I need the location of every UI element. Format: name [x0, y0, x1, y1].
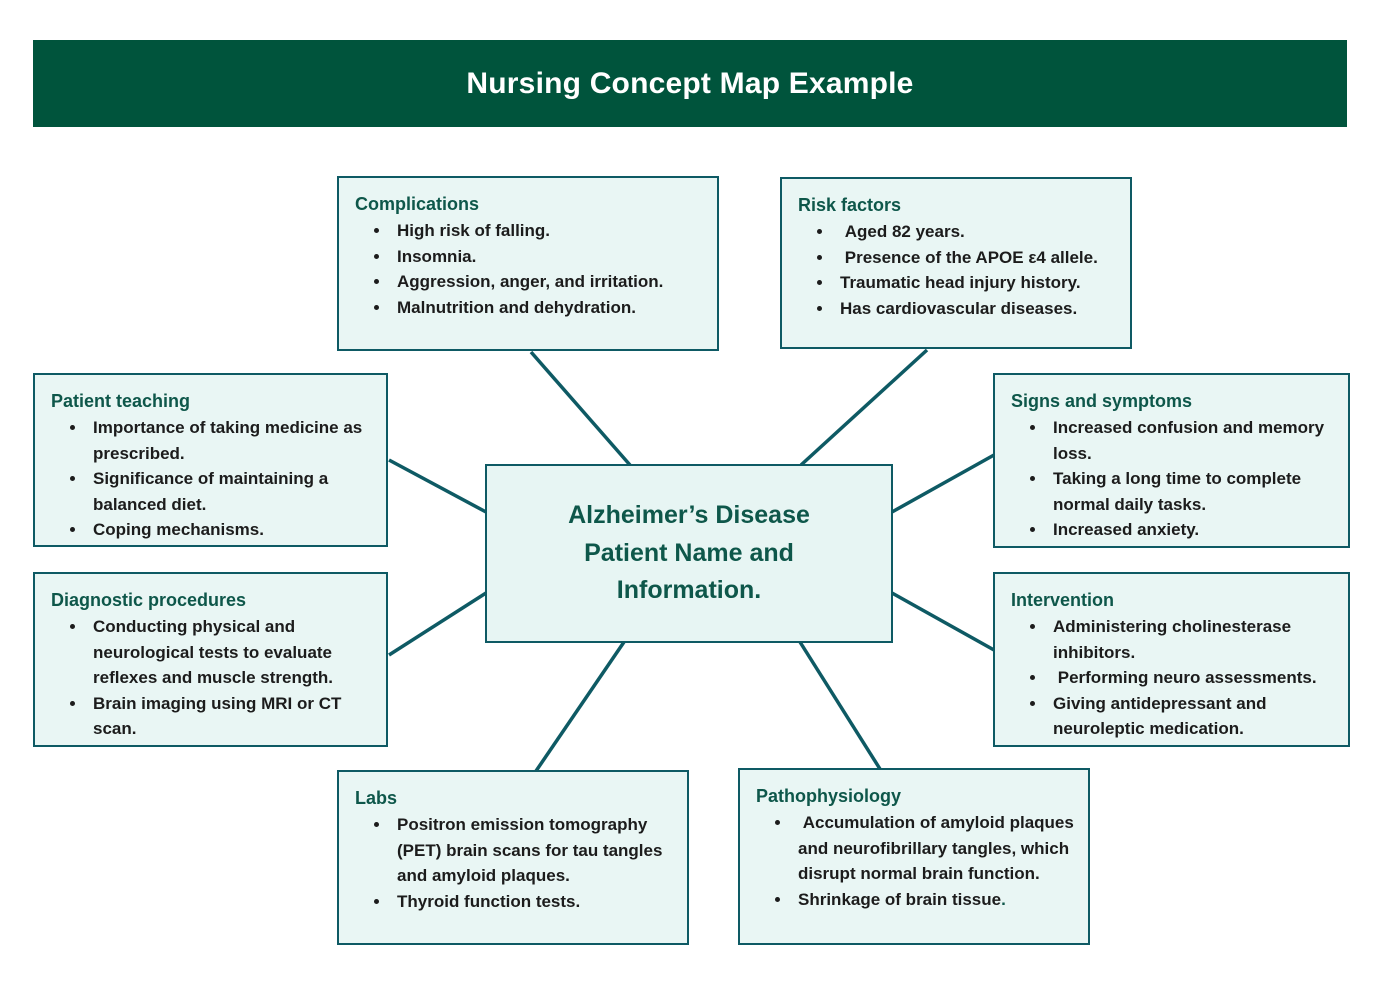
connector-intervention: [892, 593, 994, 650]
bullet-item: • Performing neuro assessments.: [1047, 665, 1334, 691]
connector-diagnostic-procedures: [389, 593, 486, 655]
connector-complications: [531, 352, 630, 465]
connector-labs: [536, 642, 624, 771]
intervention-bullets: [1011, 614, 1334, 742]
bullet-item: • Has cardiovascular diseases.: [834, 296, 1116, 322]
patient-teaching-box: [33, 373, 388, 547]
labs-box: [337, 770, 689, 945]
bullet-item: • Shrinkage of brain tissue.: [792, 887, 1074, 913]
bullet-item: • Brain imaging using MRI or CT scan.: [87, 691, 372, 742]
bullet-item: • Significance of maintaining a balanced diet.: [87, 466, 372, 517]
complications-bullets: [355, 218, 703, 320]
bullet-item: • Insomnia.: [391, 244, 703, 270]
bullet-item: • Importance of taking medicine as prescribed.: [87, 415, 372, 466]
intervention-box: [993, 572, 1350, 747]
bullet-item: • High risk of falling.: [391, 218, 703, 244]
patient-teaching-bullets: [51, 415, 372, 543]
signs-and-symptoms-title: Signs and symptoms: [1011, 391, 1193, 411]
bullet-item: • Positron emission tomography (PET) brain scans for tau tangles and amyloid plaques.: [391, 812, 673, 889]
bullet-item: • Increased confusion and memory loss.: [1047, 415, 1334, 466]
signs-and-symptoms-box: [993, 373, 1350, 548]
bullet-item: • Malnutrition and dehydration.: [391, 295, 703, 321]
bullet-item: • Conducting physical and neurological tests to evaluate reflexes and muscle strength.: [87, 614, 372, 691]
risk-factors-box: [780, 177, 1132, 349]
diagnostic-procedures-bullets: [51, 614, 372, 742]
connector-pathophysiology: [800, 642, 880, 769]
header-bar: [33, 40, 1347, 127]
page-title: Nursing Concept Map Example: [466, 66, 914, 100]
connector-patient-teaching: [389, 460, 486, 512]
patient-teaching-title: Patient teaching: [51, 391, 191, 411]
central-topic-text: Alzheimer’s Disease Patient Name and Information.: [568, 501, 810, 605]
bullet-item: • Presence of the APOE ε4 allele.: [834, 245, 1116, 271]
bullet-item: • Taking a long time to complete normal daily tasks.: [1047, 466, 1334, 517]
connector-signs-and-symptoms: [892, 455, 994, 512]
bullet-item: • Thyroid function tests.: [391, 889, 673, 915]
central-topic-box: [485, 464, 893, 643]
bullet-item: • Aggression, anger, and irritation.: [391, 269, 703, 295]
accent-period: .: [1001, 889, 1006, 909]
complications-title: Complications: [355, 194, 480, 214]
intervention-title: Intervention: [1011, 590, 1115, 610]
bullet-item: • Giving antidepressant and neuroleptic medication.: [1047, 691, 1334, 742]
diagnostic-procedures-title: Diagnostic procedures: [51, 590, 247, 610]
bullet-item: • Increased anxiety.: [1047, 517, 1334, 543]
bullet-item: • Accumulation of amyloid plaques and neurofibrillary tangles, which disrupt normal brain function.: [792, 810, 1074, 887]
labs-bullets: [355, 812, 673, 914]
labs-title: Labs: [355, 788, 398, 808]
pathophysiology-title: Pathophysiology: [756, 786, 902, 806]
risk-factors-bullets: [798, 219, 1116, 321]
bullet-item: • Coping mechanisms.: [87, 517, 372, 543]
pathophysiology-bullets: [756, 810, 1079, 912]
diagnostic-procedures-box: [33, 572, 388, 747]
signs-and-symptoms-bullets: [1011, 415, 1334, 543]
bullet-item: • Aged 82 years.: [834, 219, 1116, 245]
complications-box: [337, 176, 719, 351]
pathophysiology-box: [738, 768, 1090, 945]
connector-risk-factors: [801, 350, 927, 465]
bullet-item: • Administering cholinesterase inhibitors.: [1047, 614, 1334, 665]
risk-factors-title: Risk factors: [798, 195, 902, 215]
bullet-item: • Traumatic head injury history.: [834, 270, 1116, 296]
